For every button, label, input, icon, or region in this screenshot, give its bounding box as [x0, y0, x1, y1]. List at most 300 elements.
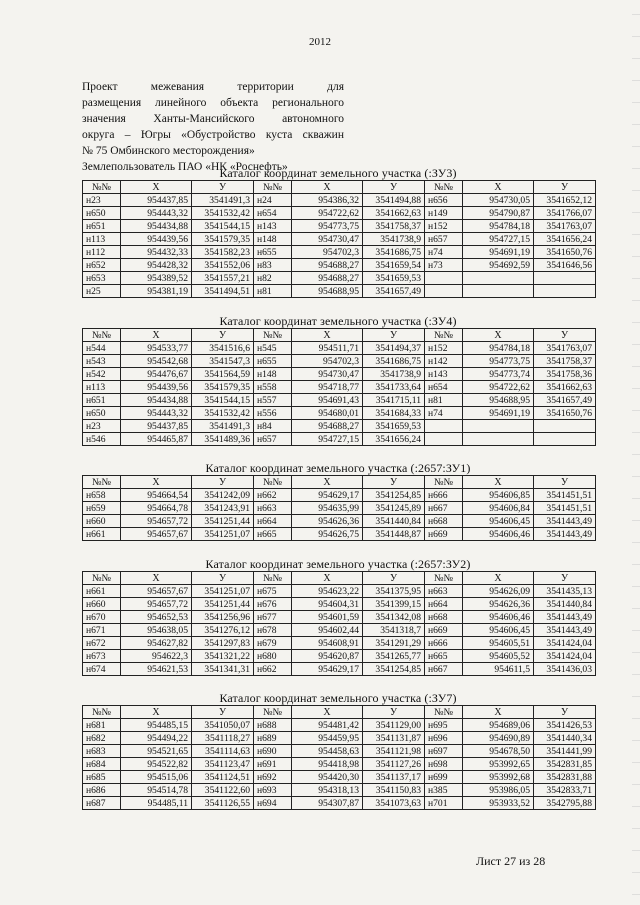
point-id-cell: н658 [83, 489, 121, 502]
point-id-cell: н546 [83, 433, 121, 446]
column-header: №№ [254, 572, 292, 585]
y-coordinate-cell: 3541686,75 [363, 355, 425, 368]
point-id-cell: н152 [425, 220, 463, 233]
x-coordinate-cell: 954688,27 [292, 420, 363, 433]
y-coordinate-cell: 3541341,31 [192, 663, 254, 676]
x-coordinate-cell: 954434,88 [121, 220, 192, 233]
x-coordinate-cell [463, 433, 534, 446]
point-id-cell: н654 [254, 207, 292, 220]
x-coordinate-cell: 954386,32 [292, 194, 363, 207]
x-coordinate-cell: 954629,17 [292, 489, 363, 502]
x-coordinate-cell: 954485,15 [121, 719, 192, 732]
point-id-cell: н662 [254, 489, 292, 502]
point-id-cell: н73 [425, 259, 463, 272]
x-coordinate-cell: 954622,3 [121, 650, 192, 663]
x-coordinate-cell: 954606,85 [463, 489, 534, 502]
y-coordinate-cell: 3541684,33 [363, 407, 425, 420]
table-row [83, 515, 596, 528]
point-id-cell: н659 [83, 502, 121, 515]
y-coordinate-cell: 3541375,95 [363, 585, 425, 598]
point-id-cell: н542 [83, 368, 121, 381]
y-coordinate-cell: 3541242,09 [192, 489, 254, 502]
x-coordinate-cell: 954606,46 [463, 528, 534, 541]
y-coordinate-cell: 3541251,44 [192, 598, 254, 611]
y-coordinate-cell: 3541451,51 [534, 502, 596, 515]
point-id-cell: н84 [254, 420, 292, 433]
x-coordinate-cell: 954428,32 [121, 259, 192, 272]
point-id-cell: н82 [254, 272, 292, 285]
y-coordinate-cell: 3541557,21 [192, 272, 254, 285]
y-coordinate-cell: 3541582,23 [192, 246, 254, 259]
x-coordinate-cell: 954657,72 [121, 515, 192, 528]
y-coordinate-cell: 3541657,49 [534, 394, 596, 407]
project-description [82, 79, 344, 175]
y-coordinate-cell: 3541650,76 [534, 246, 596, 259]
table-row [83, 663, 596, 676]
y-coordinate-cell: 3541547,3 [192, 355, 254, 368]
point-id-cell: н83 [254, 259, 292, 272]
x-coordinate-cell [463, 285, 534, 298]
point-id-cell: н684 [83, 758, 121, 771]
point-id-cell: н148 [254, 233, 292, 246]
y-coordinate-cell: 3541443,49 [534, 528, 596, 541]
y-coordinate-cell: 3541659,54 [363, 259, 425, 272]
point-id-cell: н650 [83, 407, 121, 420]
point-id-cell: н653 [83, 272, 121, 285]
project-line: № 75 Омбинского месторождения» [82, 145, 255, 157]
point-id-cell: н651 [83, 394, 121, 407]
catalog-title: Каталог координат земельного участка (:2657:ЗУ1) [205, 461, 471, 475]
y-coordinate-cell: 3541441,99 [534, 745, 596, 758]
column-header: У [192, 706, 254, 719]
x-coordinate-cell: 954434,88 [121, 394, 192, 407]
y-coordinate-cell [534, 420, 596, 433]
catalog-block [82, 462, 594, 541]
point-id-cell: н691 [254, 758, 292, 771]
table-row [83, 585, 596, 598]
table-row [83, 272, 596, 285]
catalog-block [82, 558, 594, 676]
y-coordinate-cell: 3541758,37 [363, 220, 425, 233]
point-id-cell: н74 [425, 246, 463, 259]
point-id-cell: н661 [83, 528, 121, 541]
y-coordinate-cell: 3541342,08 [363, 611, 425, 624]
y-coordinate-cell: 3541532,42 [192, 407, 254, 420]
y-coordinate-cell: 3541399,15 [363, 598, 425, 611]
point-id-cell: н672 [83, 637, 121, 650]
y-coordinate-cell: 3541758,37 [534, 355, 596, 368]
point-id-cell: н675 [254, 585, 292, 598]
x-coordinate-cell: 954307,87 [292, 797, 363, 810]
point-id-cell: н112 [83, 246, 121, 259]
y-coordinate-cell: 3541544,15 [192, 394, 254, 407]
y-coordinate-cell: 3541448,87 [363, 528, 425, 541]
x-coordinate-cell: 954606,45 [463, 515, 534, 528]
table-row [83, 489, 596, 502]
x-coordinate-cell: 954702,3 [292, 246, 363, 259]
x-coordinate-cell: 954381,19 [121, 285, 192, 298]
y-coordinate-cell: 3541494,51 [192, 285, 254, 298]
point-id-cell: н699 [425, 771, 463, 784]
x-coordinate-cell: 954688,95 [292, 285, 363, 298]
x-coordinate-cell: 953933,52 [463, 797, 534, 810]
point-id-cell: н113 [83, 233, 121, 246]
point-id-cell [425, 433, 463, 446]
y-coordinate-cell: 3541646,56 [534, 259, 596, 272]
point-id-cell: н385 [425, 784, 463, 797]
catalog-title: Каталог координат земельного участка (:2657:ЗУ2) [205, 557, 471, 571]
point-id-cell: н666 [425, 637, 463, 650]
table-row [83, 433, 596, 446]
x-coordinate-cell: 954606,45 [463, 624, 534, 637]
table-row [83, 368, 596, 381]
y-coordinate-cell: 3541738,9 [363, 368, 425, 381]
x-coordinate-cell: 954635,99 [292, 502, 363, 515]
y-coordinate-cell: 3541766,07 [534, 207, 596, 220]
y-coordinate-cell: 3541659,53 [363, 272, 425, 285]
point-id-cell: н655 [254, 246, 292, 259]
x-coordinate-cell: 954664,78 [121, 502, 192, 515]
point-id-cell: н657 [425, 233, 463, 246]
x-coordinate-cell: 954608,91 [292, 637, 363, 650]
table-header-row [83, 476, 596, 489]
column-header: X [463, 572, 534, 585]
page-edge-marks [632, 0, 640, 905]
table-row [83, 719, 596, 732]
y-coordinate-cell: 3541443,49 [534, 624, 596, 637]
column-header: У [192, 181, 254, 194]
y-coordinate-cell: 3541254,85 [363, 663, 425, 676]
column-header: X [121, 181, 192, 194]
coordinate-table [82, 475, 596, 541]
point-id-cell: н664 [425, 598, 463, 611]
x-coordinate-cell: 954437,85 [121, 420, 192, 433]
y-coordinate-cell: 3541254,85 [363, 489, 425, 502]
y-coordinate-cell: 3541424,04 [534, 650, 596, 663]
y-coordinate-cell: 3541318,7 [363, 624, 425, 637]
y-coordinate-cell: 3541579,35 [192, 233, 254, 246]
point-id-cell: н686 [83, 784, 121, 797]
table-header-row [83, 329, 596, 342]
x-coordinate-cell: 954605,52 [463, 650, 534, 663]
point-id-cell: н692 [254, 771, 292, 784]
column-header: №№ [425, 329, 463, 342]
y-coordinate-cell: 3541424,04 [534, 637, 596, 650]
y-coordinate-cell: 3541073,63 [363, 797, 425, 810]
y-coordinate-cell: 3541131,87 [363, 732, 425, 745]
y-coordinate-cell: 3541265,77 [363, 650, 425, 663]
x-coordinate-cell: 954522,82 [121, 758, 192, 771]
x-coordinate-cell: 954318,13 [292, 784, 363, 797]
table-row [83, 745, 596, 758]
column-header: X [292, 706, 363, 719]
x-coordinate-cell: 954727,15 [463, 233, 534, 246]
table-row [83, 342, 596, 355]
y-coordinate-cell: 3541443,49 [534, 611, 596, 624]
column-header: У [192, 476, 254, 489]
column-header: У [192, 329, 254, 342]
x-coordinate-cell: 954688,95 [463, 394, 534, 407]
x-coordinate-cell: 954606,46 [463, 611, 534, 624]
point-id-cell: н23 [83, 420, 121, 433]
point-id-cell: н544 [83, 342, 121, 355]
y-coordinate-cell: 3541686,75 [363, 246, 425, 259]
point-id-cell: н679 [254, 637, 292, 650]
x-coordinate-cell: 954722,62 [292, 207, 363, 220]
point-id-cell: н669 [425, 624, 463, 637]
y-coordinate-cell: 3541251,07 [192, 528, 254, 541]
point-id-cell: н660 [83, 598, 121, 611]
y-coordinate-cell: 3542795,88 [534, 797, 596, 810]
y-coordinate-cell: 3541738,9 [363, 233, 425, 246]
point-id-cell: н678 [254, 624, 292, 637]
column-header: №№ [425, 476, 463, 489]
y-coordinate-cell: 3541489,36 [192, 433, 254, 446]
point-id-cell: н667 [425, 502, 463, 515]
point-id-cell: н690 [254, 745, 292, 758]
table-row [83, 624, 596, 637]
x-coordinate-cell: 954459,95 [292, 732, 363, 745]
coordinate-table [82, 180, 596, 298]
y-coordinate-cell: 3541440,34 [534, 732, 596, 745]
x-coordinate-cell: 954465,87 [121, 433, 192, 446]
y-coordinate-cell: 3541532,42 [192, 207, 254, 220]
catalog-block [82, 315, 594, 446]
y-coordinate-cell: 3541127,26 [363, 758, 425, 771]
column-header: №№ [254, 329, 292, 342]
point-id-cell: н662 [254, 663, 292, 676]
x-coordinate-cell: 953992,68 [463, 771, 534, 784]
x-coordinate-cell: 954652,53 [121, 611, 192, 624]
y-coordinate-cell: 3541656,24 [534, 233, 596, 246]
point-id-cell: н113 [83, 381, 121, 394]
point-id-cell: н650 [83, 207, 121, 220]
table-row [83, 637, 596, 650]
x-coordinate-cell: 954621,53 [121, 663, 192, 676]
x-coordinate-cell: 954680,01 [292, 407, 363, 420]
point-id-cell [425, 420, 463, 433]
sheet-number: Лист 27 из 28 [476, 854, 546, 868]
point-id-cell: н671 [83, 624, 121, 637]
point-id-cell: н543 [83, 355, 121, 368]
x-coordinate-cell: 954443,32 [121, 207, 192, 220]
y-coordinate-cell: 3541494,88 [363, 194, 425, 207]
x-coordinate-cell: 954458,63 [292, 745, 363, 758]
x-coordinate-cell [463, 420, 534, 433]
column-header: У [363, 706, 425, 719]
point-id-cell: н696 [425, 732, 463, 745]
column-header: У [534, 476, 596, 489]
y-coordinate-cell [534, 285, 596, 298]
x-coordinate-cell: 954657,67 [121, 585, 192, 598]
column-header: У [534, 181, 596, 194]
x-coordinate-cell: 954420,30 [292, 771, 363, 784]
point-id-cell: н81 [254, 285, 292, 298]
x-coordinate-cell: 954691,19 [463, 407, 534, 420]
y-coordinate-cell: 3541251,44 [192, 515, 254, 528]
column-header: X [292, 181, 363, 194]
x-coordinate-cell: 954533,77 [121, 342, 192, 355]
x-coordinate-cell: 954439,56 [121, 233, 192, 246]
point-id-cell: н674 [83, 663, 121, 676]
x-coordinate-cell: 954730,47 [292, 233, 363, 246]
point-id-cell: н660 [83, 515, 121, 528]
table-row [83, 394, 596, 407]
point-id-cell: н654 [425, 381, 463, 394]
table-row [83, 784, 596, 797]
x-coordinate-cell: 953986,05 [463, 784, 534, 797]
table-row [83, 502, 596, 515]
y-coordinate-cell: 3541516,6 [192, 342, 254, 355]
point-id-cell [425, 285, 463, 298]
y-coordinate-cell: 3541650,76 [534, 407, 596, 420]
point-id-cell: н143 [254, 220, 292, 233]
table-header-row [83, 706, 596, 719]
point-id-cell: н669 [425, 528, 463, 541]
point-id-cell: н681 [83, 719, 121, 732]
x-coordinate-cell: 954722,62 [463, 381, 534, 394]
point-id-cell: н682 [83, 732, 121, 745]
point-id-cell: н557 [254, 394, 292, 407]
y-coordinate-cell: 3541451,51 [534, 489, 596, 502]
column-header: У [363, 572, 425, 585]
x-coordinate-cell: 954730,47 [292, 368, 363, 381]
column-header: №№ [254, 706, 292, 719]
point-id-cell: н148 [254, 368, 292, 381]
point-id-cell: н697 [425, 745, 463, 758]
point-id-cell: н689 [254, 732, 292, 745]
y-coordinate-cell: 3542831,85 [534, 758, 596, 771]
point-id-cell [425, 272, 463, 285]
column-header: №№ [425, 706, 463, 719]
column-header: №№ [83, 181, 121, 194]
y-coordinate-cell: 3541245,89 [363, 502, 425, 515]
table-row [83, 355, 596, 368]
column-header: X [292, 329, 363, 342]
catalog-title: Каталог координат земельного участка (:ЗУ3) [219, 166, 457, 180]
point-id-cell: н667 [425, 663, 463, 676]
column-header: №№ [425, 572, 463, 585]
page-number: 2012 [309, 36, 331, 48]
table-row [83, 528, 596, 541]
x-coordinate-cell: 954605,51 [463, 637, 534, 650]
x-coordinate-cell: 954623,22 [292, 585, 363, 598]
y-coordinate-cell: 3541291,29 [363, 637, 425, 650]
point-id-cell: н688 [254, 719, 292, 732]
table-row [83, 420, 596, 433]
y-coordinate-cell: 3542831,88 [534, 771, 596, 784]
column-header: У [363, 476, 425, 489]
column-header: №№ [83, 476, 121, 489]
x-coordinate-cell: 954626,36 [463, 598, 534, 611]
point-id-cell: н668 [425, 611, 463, 624]
point-id-cell: н656 [425, 194, 463, 207]
coordinate-table [82, 705, 596, 810]
x-coordinate-cell: 954511,71 [292, 342, 363, 355]
x-coordinate-cell: 954773,74 [463, 368, 534, 381]
y-coordinate-cell [534, 433, 596, 446]
point-id-cell: н683 [83, 745, 121, 758]
y-coordinate-cell: 3541657,49 [363, 285, 425, 298]
column-header: У [534, 572, 596, 585]
y-coordinate-cell: 3541121,98 [363, 745, 425, 758]
table-row [83, 194, 596, 207]
column-header: №№ [83, 706, 121, 719]
y-coordinate-cell: 3541733,64 [363, 381, 425, 394]
x-coordinate-cell: 954601,59 [292, 611, 363, 624]
table-row [83, 246, 596, 259]
point-id-cell: н701 [425, 797, 463, 810]
x-coordinate-cell: 954602,44 [292, 624, 363, 637]
x-coordinate-cell: 954629,17 [292, 663, 363, 676]
x-coordinate-cell: 954689,06 [463, 719, 534, 732]
catalog-title: Каталог координат земельного участка (:ЗУ4) [219, 314, 457, 328]
y-coordinate-cell: 3541321,22 [192, 650, 254, 663]
project-line: Проект межевания территории для [82, 81, 344, 93]
x-coordinate-cell: 953992,65 [463, 758, 534, 771]
y-coordinate-cell: 3541564,59 [192, 368, 254, 381]
x-coordinate-cell: 954432,33 [121, 246, 192, 259]
y-coordinate-cell: 3541494,37 [363, 342, 425, 355]
y-coordinate-cell: 3541243,91 [192, 502, 254, 515]
x-coordinate-cell: 954514,78 [121, 784, 192, 797]
x-coordinate-cell: 954521,65 [121, 745, 192, 758]
y-coordinate-cell: 3541126,55 [192, 797, 254, 810]
y-coordinate-cell: 3541114,63 [192, 745, 254, 758]
project-line: размещения линейного объекта регионального [82, 97, 344, 109]
column-header: №№ [425, 181, 463, 194]
x-coordinate-cell: 954702,3 [292, 355, 363, 368]
table-row [83, 797, 596, 810]
point-id-cell: н149 [425, 207, 463, 220]
y-coordinate-cell: 3541124,51 [192, 771, 254, 784]
column-header: №№ [254, 181, 292, 194]
table-header-row [83, 572, 596, 585]
y-coordinate-cell: 3541123,47 [192, 758, 254, 771]
y-coordinate-cell: 3541763,07 [534, 342, 596, 355]
point-id-cell: н680 [254, 650, 292, 663]
column-header: X [121, 329, 192, 342]
x-coordinate-cell: 954389,52 [121, 272, 192, 285]
y-coordinate-cell: 3541426,53 [534, 719, 596, 732]
point-id-cell: н545 [254, 342, 292, 355]
point-id-cell: н81 [425, 394, 463, 407]
y-coordinate-cell: 3541763,07 [534, 220, 596, 233]
point-id-cell: н685 [83, 771, 121, 784]
x-coordinate-cell: 954626,75 [292, 528, 363, 541]
project-line: округа – Югры «Обустройство куста скважин [82, 129, 344, 141]
y-coordinate-cell: 3541544,15 [192, 220, 254, 233]
table-row [83, 259, 596, 272]
x-coordinate-cell: 954485,11 [121, 797, 192, 810]
x-coordinate-cell: 954657,72 [121, 598, 192, 611]
x-coordinate-cell: 954437,85 [121, 194, 192, 207]
column-header: №№ [83, 572, 121, 585]
x-coordinate-cell: 954476,67 [121, 368, 192, 381]
x-coordinate-cell: 954443,32 [121, 407, 192, 420]
point-id-cell: н666 [425, 489, 463, 502]
y-coordinate-cell: 3541443,49 [534, 515, 596, 528]
column-header: X [463, 181, 534, 194]
point-id-cell: н661 [83, 585, 121, 598]
point-id-cell: н24 [254, 194, 292, 207]
y-coordinate-cell: 3541050,07 [192, 719, 254, 732]
x-coordinate-cell: 954773,75 [292, 220, 363, 233]
point-id-cell: н694 [254, 797, 292, 810]
x-coordinate-cell: 954494,22 [121, 732, 192, 745]
y-coordinate-cell: 3541758,36 [534, 368, 596, 381]
y-coordinate-cell: 3541297,83 [192, 637, 254, 650]
